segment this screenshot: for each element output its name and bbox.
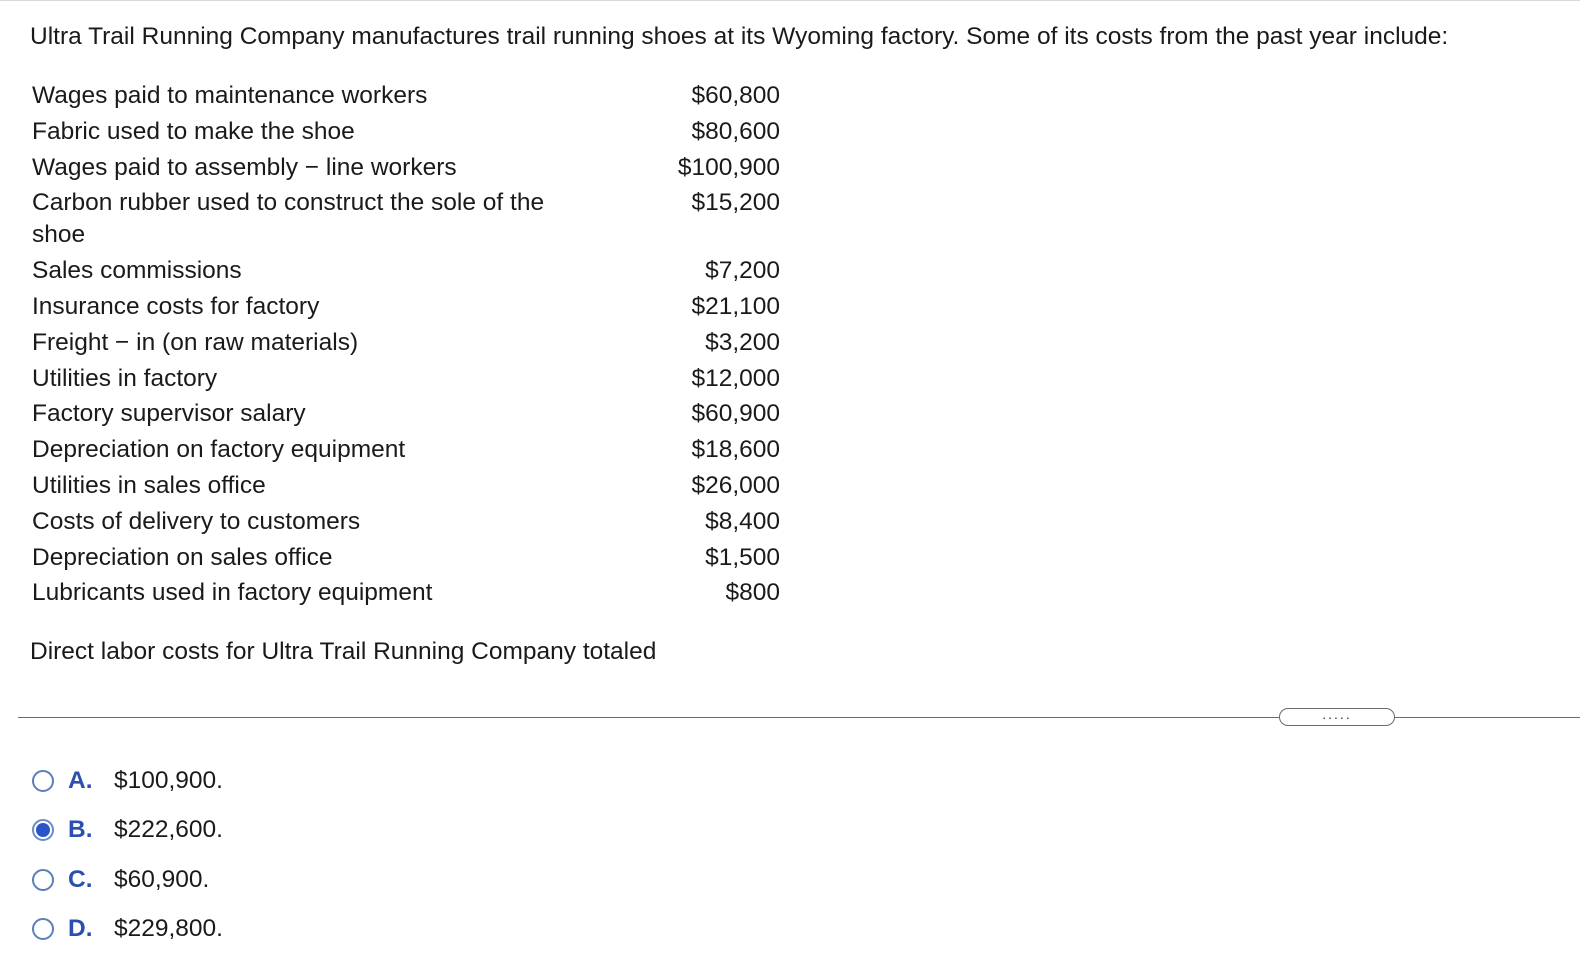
- cost-amount: $8,400: [705, 507, 780, 535]
- cost-label: Wages paid to assembly − line workers: [32, 153, 457, 181]
- cost-row: [32, 434, 780, 466]
- cost-table: [32, 80, 780, 613]
- cost-amount: $21,100: [691, 292, 780, 320]
- cost-amount: $26,000: [691, 471, 780, 499]
- cost-label: Costs of delivery to customers: [32, 507, 361, 535]
- cost-row: [32, 255, 780, 287]
- cost-amount: $15,200: [691, 189, 780, 217]
- cost-label: Depreciation on sales office: [32, 543, 333, 571]
- problem-intro: Ultra Trail Running Company manufactures trail running shoes at its Wyoming factory. Some of its costs from the past year include:: [30, 23, 1449, 50]
- cost-row: [32, 187, 780, 251]
- cost-label: Carbon rubber used to construct the sole of the shoe: [32, 189, 545, 249]
- cost-label: Factory supervisor salary: [32, 400, 306, 428]
- cost-label: Insurance costs for factory: [32, 292, 320, 320]
- cost-amount: $100,900: [677, 153, 780, 181]
- cost-row: [32, 80, 780, 112]
- cost-amount: $1,500: [705, 543, 780, 571]
- cost-label: Freight − in (on raw materials): [32, 328, 359, 356]
- option-letter: D.: [68, 915, 93, 943]
- cost-amount: $3,200: [705, 328, 780, 356]
- radio-button-c[interactable]: [32, 869, 54, 891]
- cost-amount: $60,900: [691, 400, 780, 428]
- cost-row: [32, 506, 780, 538]
- cost-amount: $18,600: [691, 436, 780, 464]
- option-value: $100,900.: [114, 766, 223, 794]
- option-d[interactable]: [32, 905, 223, 955]
- option-letter: C.: [68, 865, 93, 893]
- radio-button-d[interactable]: [32, 918, 54, 940]
- cost-label: Fabric used to make the shoe: [32, 117, 355, 145]
- cost-amount: $12,000: [691, 364, 780, 392]
- cost-label: Sales commissions: [32, 257, 242, 285]
- cost-row: [32, 363, 780, 395]
- top-divider: [0, 0, 1580, 1]
- cost-label: Lubricants used in factory equipment: [32, 579, 433, 607]
- ellipsis-icon: .....: [1322, 706, 1352, 722]
- cost-label: Utilities in sales office: [32, 471, 266, 499]
- radio-selected-dot-icon: [36, 823, 50, 837]
- cost-row: [32, 577, 780, 609]
- cost-row: [32, 470, 780, 502]
- option-c[interactable]: [32, 855, 223, 905]
- cost-row: [32, 542, 780, 574]
- cost-row: [32, 398, 780, 430]
- cost-row: [32, 327, 780, 359]
- option-value: $222,600.: [114, 816, 223, 844]
- option-value: $229,800.: [114, 915, 223, 943]
- cost-label: Depreciation on factory equipment: [32, 436, 406, 464]
- cost-amount: $60,800: [691, 82, 780, 109]
- radio-button-a[interactable]: [32, 770, 54, 792]
- question-text: Direct labor costs for Ultra Trail Running Company totaled: [30, 638, 657, 665]
- cost-label: Utilities in factory: [32, 364, 218, 392]
- option-letter: A.: [68, 766, 93, 794]
- cost-label: Wages paid to maintenance workers: [32, 82, 428, 109]
- cost-row: [32, 116, 780, 148]
- option-a[interactable]: [32, 756, 223, 806]
- option-letter: B.: [68, 816, 93, 844]
- expand-handle-button[interactable]: [1279, 708, 1395, 726]
- cost-row: [32, 152, 780, 184]
- cost-amount: $800: [725, 579, 780, 607]
- option-b[interactable]: [32, 806, 223, 856]
- cost-amount: $7,200: [705, 257, 780, 285]
- option-value: $60,900.: [114, 865, 210, 893]
- answer-options: [32, 756, 223, 954]
- cost-amount: $80,600: [691, 117, 780, 145]
- radio-button-b[interactable]: [32, 819, 54, 841]
- cost-row: [32, 291, 780, 323]
